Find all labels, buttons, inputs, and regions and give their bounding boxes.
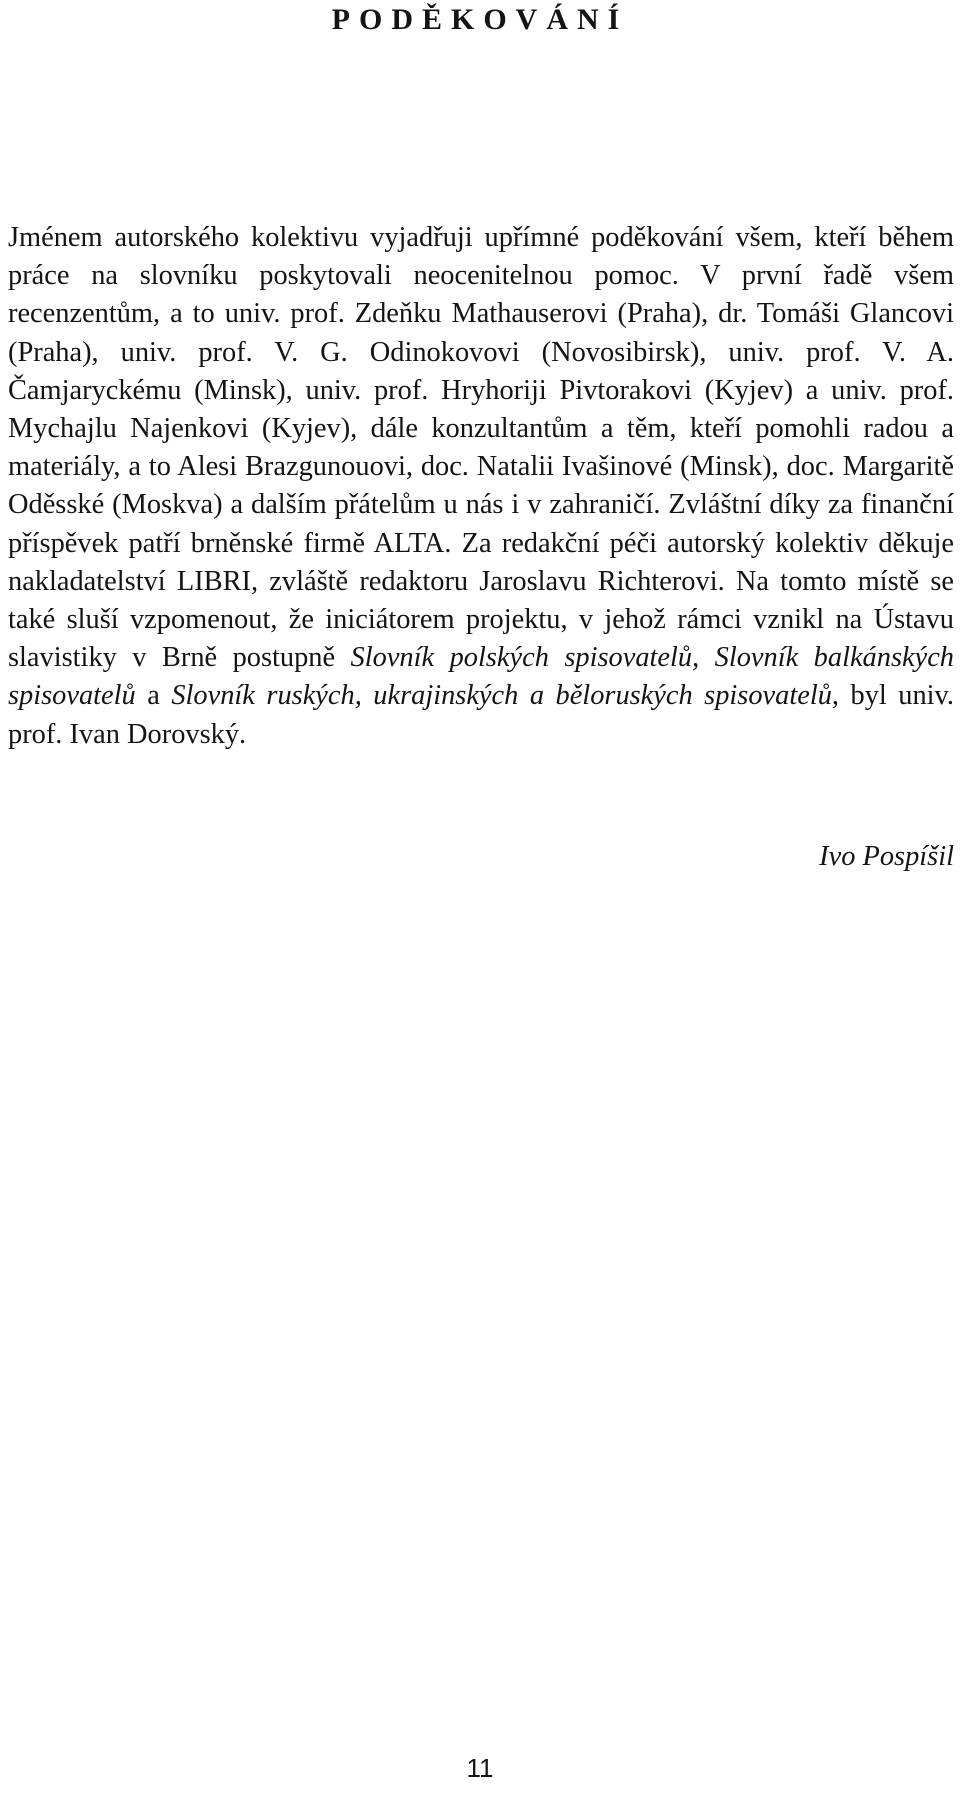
- paragraph-separator-2: a: [135, 680, 172, 712]
- book-title-polish-writers: Slovník polských spisovatelů: [350, 642, 693, 674]
- paragraph-separator-1: ,: [692, 642, 715, 674]
- acknowledgement-paragraph: [8, 219, 954, 754]
- book-title-russian-ukrainian-belarusian-writers: Slovník ruských, ukrajinských a běloruských spisovatelů: [171, 680, 832, 712]
- paragraph-text-part2: , byl univ. prof. Ivan Dorovský.: [8, 680, 955, 750]
- page-heading: PODĚKOVÁNÍ: [331, 3, 629, 36]
- page-number: 11: [466, 1753, 494, 1783]
- author-signature: Ivo Pospíšil: [819, 841, 954, 872]
- paragraph-text-part1: Jménem autorského kolektivu vyjadřuji upřímné poděkování všem, kteří během práce na slovníku poskytovali neocenitelnou pomoc. V první řadě všem recenzentům, a to univ. prof. Zdeňku Mathauserovi (Praha), dr. Tomáši Glancovi (Praha), univ. prof. V. G. Odinokovovi (Novosibirsk), univ. prof. V. A. Čamjaryckému (Minsk), univ. prof. Hryhoriji Pivtorakovi (Kyjev) a univ. prof. Mychajlu Najenkovi (Kyjev), dále konzultantům a těm, kteří pomohli radou a materiály, a to Alesi Brazgunouovi, doc. Natalii Ivašinové (Minsk), doc. Margaritě Oděsské (Moskva) a dalším přátelům u nás i v zahraničí. Zvláštní díky za finanční příspěvek patří brněnské firmě ALTA. Za redakční péči autorský kolektiv děkuje nakladatelství LIBRI, zvláště redaktoru Jaroslavu Richterovi. Na tomto místě se také sluší vzpomenout, že iniciátorem projektu, v jehož rámci vznikl na Ústavu slavistiky v Brně postupně: [8, 222, 954, 674]
- book-title-balkan-writers: Slovník balkánských spisovatelů: [8, 642, 954, 712]
